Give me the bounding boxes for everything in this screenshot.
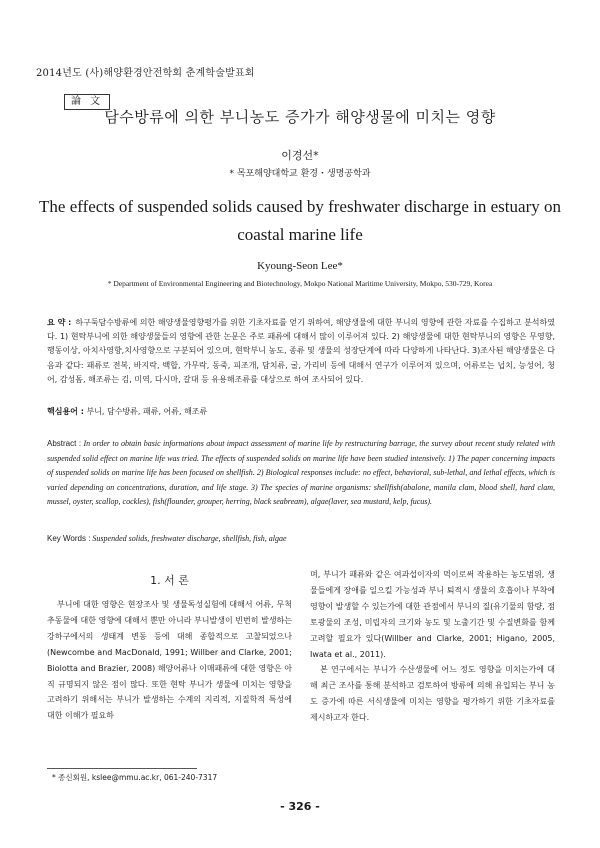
abstract-korean-text: 하구둑담수방류에 의한 해양생물영향평가를 위한 기초자료를 얻기 위하여, 해양생물에 대한 부니의 영향에 관한 자료를 수집하고 분석하였다. 1) 현탁부니에 의한 해양생물들의 영향에 관한 논문은 주로 패류에 대해서 많이 이루어져 있다. 2) 해양생물에 대한 현탁부니의 영향은 무영향, 행동이상, 아치사영향,치사영향으로 구분되어 있으며, 현탁부니 농도, 종류 및 생물의 성장단계에 따라 다양하게 나타난다. 3)조사된 해양생물은 다음과 같다: 패류로 전복, 바지락, 백합, 가무락, 동죽, 피조개, 담치류, 굴, 가리비 등에 대해서 연구가 이루어져 있으며, 어류로는 넙치, 능성어, 청어, 감성돔, 해조류는 김, 미역, 다시마, 갈대 등 유용해조류를 대상으로 하여 조사되어 있다.: [47, 318, 555, 384]
author-korean: 이경선*: [281, 149, 319, 162]
affiliation-english: * Department of Environmental Engineering and Biotechnology, Mokpo National Maritime University, Mokpo, 530-729, Korea: [107, 279, 493, 288]
title-english: The effects of suspended solids caused by freshwater discharge in estuary on coastal marine life: [39, 197, 561, 244]
abstract-english-label: Abstract :: [47, 439, 82, 448]
keywords-korean-label: 핵심용어 :: [47, 407, 84, 416]
body-column-left: [47, 597, 292, 724]
keywords-korean-text: 부니, 담수방류, 패류, 어류, 해조류: [86, 407, 208, 416]
body-paragraph: 며, 부니가 패류와 같은 여과섭이자의 먹이로써 작용하는 농도범위, 생물들에게 장애를 일으킬 가능성과 부니 퇴적시 생물의 호흡이나 부착에 영향이 발생할 수 있는가에 대한 관점에서 부니의 질(유기물의 함량, 점토광물의 조성, 미립자의 크기와 농도 및 노출기간 및 수질변화를 함께 고려할 필요가 있다(Willber and Clarke, 2001; Higano, 2005, Iwata et al., 2011).: [310, 570, 555, 659]
abstract-english-text: In order to obtain basic informations about impact assessment of marine life by restructuring barrage, the survey about recent study related with suspended solid effect on marine life was tried. The effects of suspended solids on marine life have been studied intensively. 1) The paper concerning impacts of suspended solids on marine life has been focused on shellfish. 2) Biological responses include: no effect, behavioral, sub-lethal, and lethal effects, which is varied depending on concentrations, duration, and life stage. 3) The species of marine organisms: shellfish(abalone, manila clam, blood shell, hard clam, mussel, oyster, scallop, cockles), fish(flounder, grouper, herring, black seabream), algae(laver, sea mustard, kelp, fucus).: [47, 439, 556, 506]
body-paragraph: 본 연구에서는 부니가 수산생물에 어느 정도 영향을 미치는가에 대해 최근 조사를 통해 분석하고 검토하여 방류에 의해 유입되는 부니 농도 증가에 따른 서식생물에 미치는 영향을 평가하기 위한 기초자료를 제시하고자 한다.: [310, 665, 555, 723]
abstract-korean-label: 요 약 :: [47, 318, 72, 327]
section-heading: 1. 서 론: [150, 574, 189, 587]
keywords-english: [47, 534, 555, 543]
abstract-english: [47, 437, 555, 510]
body-paragraph: 부니에 대한 영향은 현장조사 및 생물독성실험에 대해서 어류, 무척추동물에 대한 영향에 대해서 뿐만 아니라 부니발생이 빈번히 발생하는 강하구에서의 생태계 변동 등에 대해 종합적으로 고찰되었으나(Newcombe and MacDonald, 1991; Willber and Clarke, 2001; Biolotta and Brazier, 2008) 해양어류나 이매패류에 대한 영향은 아직 규명되지 않은 점이 많다. 또한 현탁 부니가 생물에 미치는 영향을 고려하기 위해서는 부니가 발생하는 수계의 지리적, 지질학적 특성에 대한 이해가 필요하: [47, 600, 292, 721]
article-type-tag: 論 文: [64, 94, 110, 110]
body-column-right: [310, 567, 555, 726]
keywords-korean: [47, 406, 555, 417]
keywords-english-label: Key Words :: [47, 534, 91, 543]
page-number: - 326 -: [280, 800, 320, 813]
footnote: * 종신회원, kslee@mmu.ac.kr, 061-240-7317: [52, 773, 218, 782]
title-korean: 담수방류에 의한 부니농도 증가가 해양생물에 미치는 영향: [104, 108, 496, 126]
keywords-english-text: Suspended solids, freshwater discharge, shellfish, fish, algae: [92, 534, 287, 543]
footnote-divider: [47, 768, 197, 769]
author-english: Kyoung-Seon Lee*: [257, 260, 343, 272]
journal-header: 2014년도 (사)해양환경안전학회 춘계학술발표회: [36, 68, 255, 79]
abstract-korean: [47, 316, 555, 387]
affiliation-korean: * 목포해양대학교 환경・생명공학과: [229, 169, 371, 179]
